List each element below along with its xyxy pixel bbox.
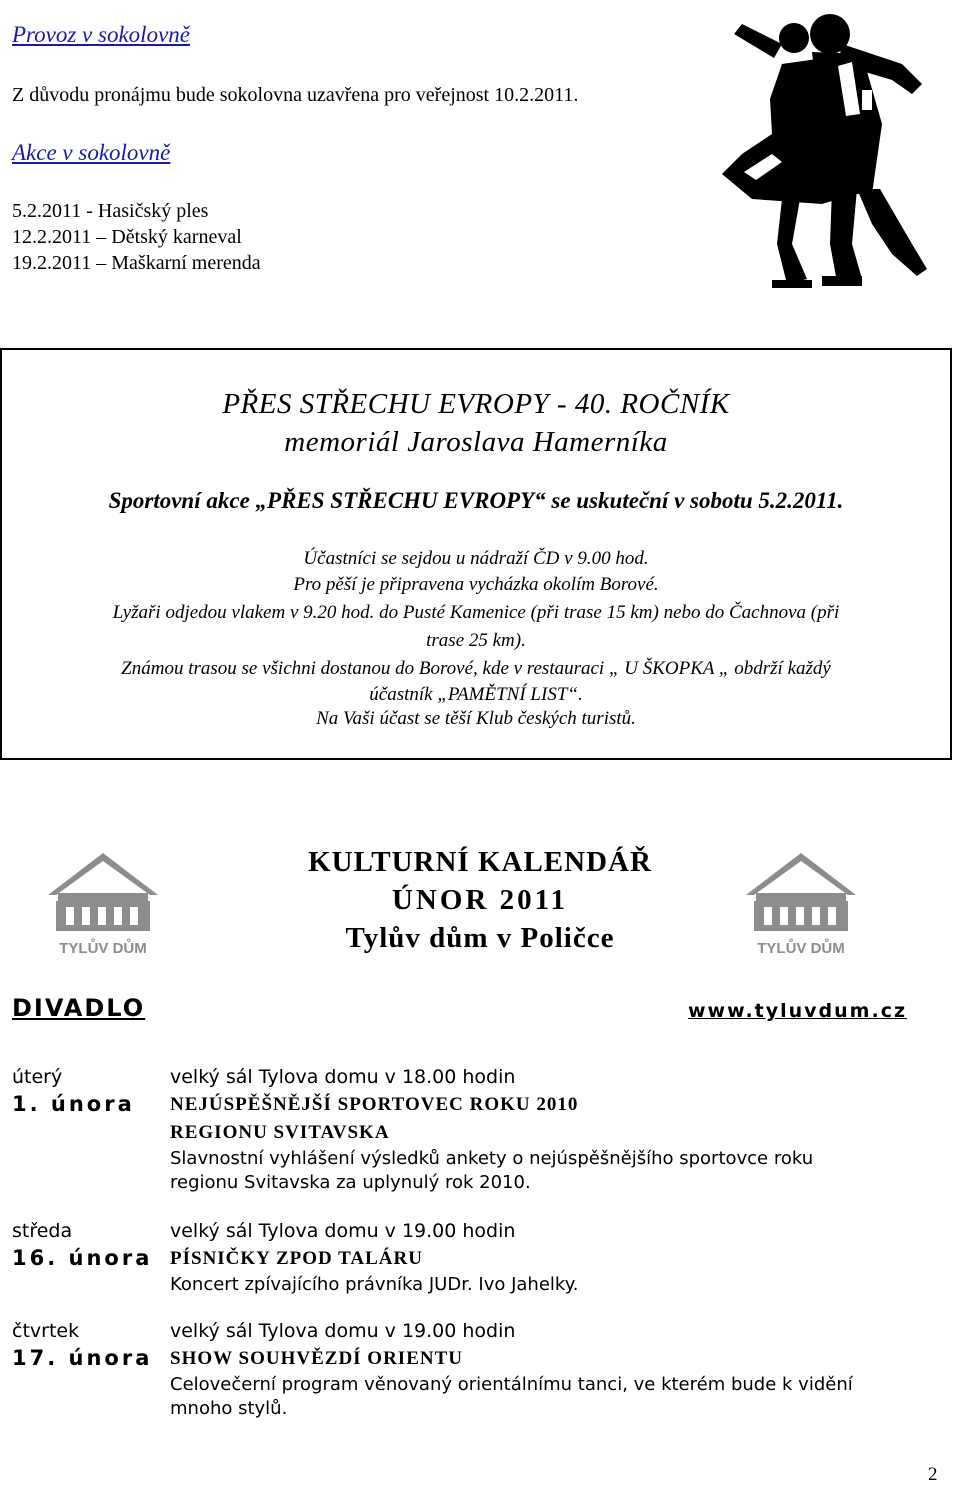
entry-date: 16. února [12, 1246, 153, 1270]
entry-description: Celovečerní program věnovaný orientálnímu tanci, ve kterém bude k vidění [170, 1374, 853, 1395]
website-link[interactable]: www.tyluvdum.cz [688, 1000, 908, 1022]
entry-description: mnoho stylů. [170, 1398, 288, 1419]
svg-text:TYLŮV DŮM: TYLŮV DŮM [757, 940, 845, 957]
entry-day: středa [12, 1220, 73, 1242]
entry-title: SHOW SOUHVĚZDÍ ORIENTU [170, 1348, 463, 1369]
event-box [0, 348, 952, 760]
box-line: Známou trasou se všichni dostanou do Borové, kde v restauraci „ U ŠKOPKA „ obdrží každý [121, 658, 831, 679]
box-subtitle: memoriál Jaroslava Hamerníka [284, 426, 668, 458]
entry-title: PÍSNIČKY ZPOD TALÁRU [170, 1248, 423, 1269]
entry-description: regionu Svitavska za uplynulý rok 2010. [170, 1172, 531, 1193]
entry-venue: velký sál Tylova domu v 19.00 hodin [170, 1220, 516, 1242]
event-line: 12.2.2011 – Dětský karneval [12, 226, 242, 248]
entry-day: úterý [12, 1066, 63, 1088]
calendar-title: KULTURNÍ KALENDÁŘ [308, 846, 652, 878]
entry-description: Koncert zpívajícího právníka JUDr. Ivo Jahelky. [170, 1274, 579, 1295]
entry-date: 17. února [12, 1346, 153, 1370]
box-line: trase 25 km). [426, 630, 526, 651]
entry-title: REGIONU SVITAVSKA [170, 1122, 390, 1143]
heading-provoz: Provoz v sokolovně [12, 22, 190, 47]
tyluv-dum-logo [38, 845, 168, 960]
box-title: PŘES STŘECHU EVROPY - 40. ROČNÍK [222, 388, 730, 420]
page-number: 2 [928, 1464, 938, 1485]
svg-text:TYLŮV DŮM: TYLŮV DŮM [59, 940, 147, 957]
box-line: Účastníci se sejdou u nádraží ČD v 9.00 hod. [303, 548, 649, 569]
box-line: účastník „PAMĚTNÍ LIST“. [369, 684, 583, 705]
box-line: Lyžaři odjedou vlakem v 9.20 hod. do Pusté Kamenice (při trase 15 km) nebo do Čachnova (při [112, 602, 840, 623]
entry-venue: velký sál Tylova domu v 18.00 hodin [170, 1066, 516, 1088]
entry-date: 1. února [12, 1092, 135, 1116]
calendar-venue: Tylův dům v Poličce [345, 922, 615, 954]
event-line: 5.2.2011 - Hasičský ples [12, 200, 209, 222]
entry-title: NEJÚSPĚŠNĚJŠÍ SPORTOVEC ROKU 2010 [170, 1094, 579, 1115]
box-line: Na Vaši účast se těší Klub českých turistů. [316, 708, 636, 729]
heading-akce: Akce v sokolovně [12, 140, 171, 165]
box-announcement: Sportovní akce „PŘES STŘECHU EVROPY“ se uskuteční v sobotu 5.2.2011. [108, 488, 844, 513]
entry-venue: velký sál Tylova domu v 19.00 hodin [170, 1320, 516, 1342]
entry-description: Slavnostní vyhlášení výsledků ankety o nejúspěšnějšího sportovce roku [170, 1148, 814, 1169]
dancing-couple-image [712, 4, 938, 294]
notice-text: Z důvodu pronájmu bude sokolovna uzavřena pro veřejnost 10.2.2011. [12, 84, 579, 106]
calendar-month: ÚNOR 2011 [391, 884, 569, 916]
box-line: Pro pěší je připravena vycházka okolím Borové. [293, 574, 659, 595]
section-title: DIVADLO [12, 994, 146, 1022]
entry-day: čtvrtek [12, 1320, 80, 1342]
event-line: 19.2.2011 – Maškarní merenda [12, 252, 261, 274]
